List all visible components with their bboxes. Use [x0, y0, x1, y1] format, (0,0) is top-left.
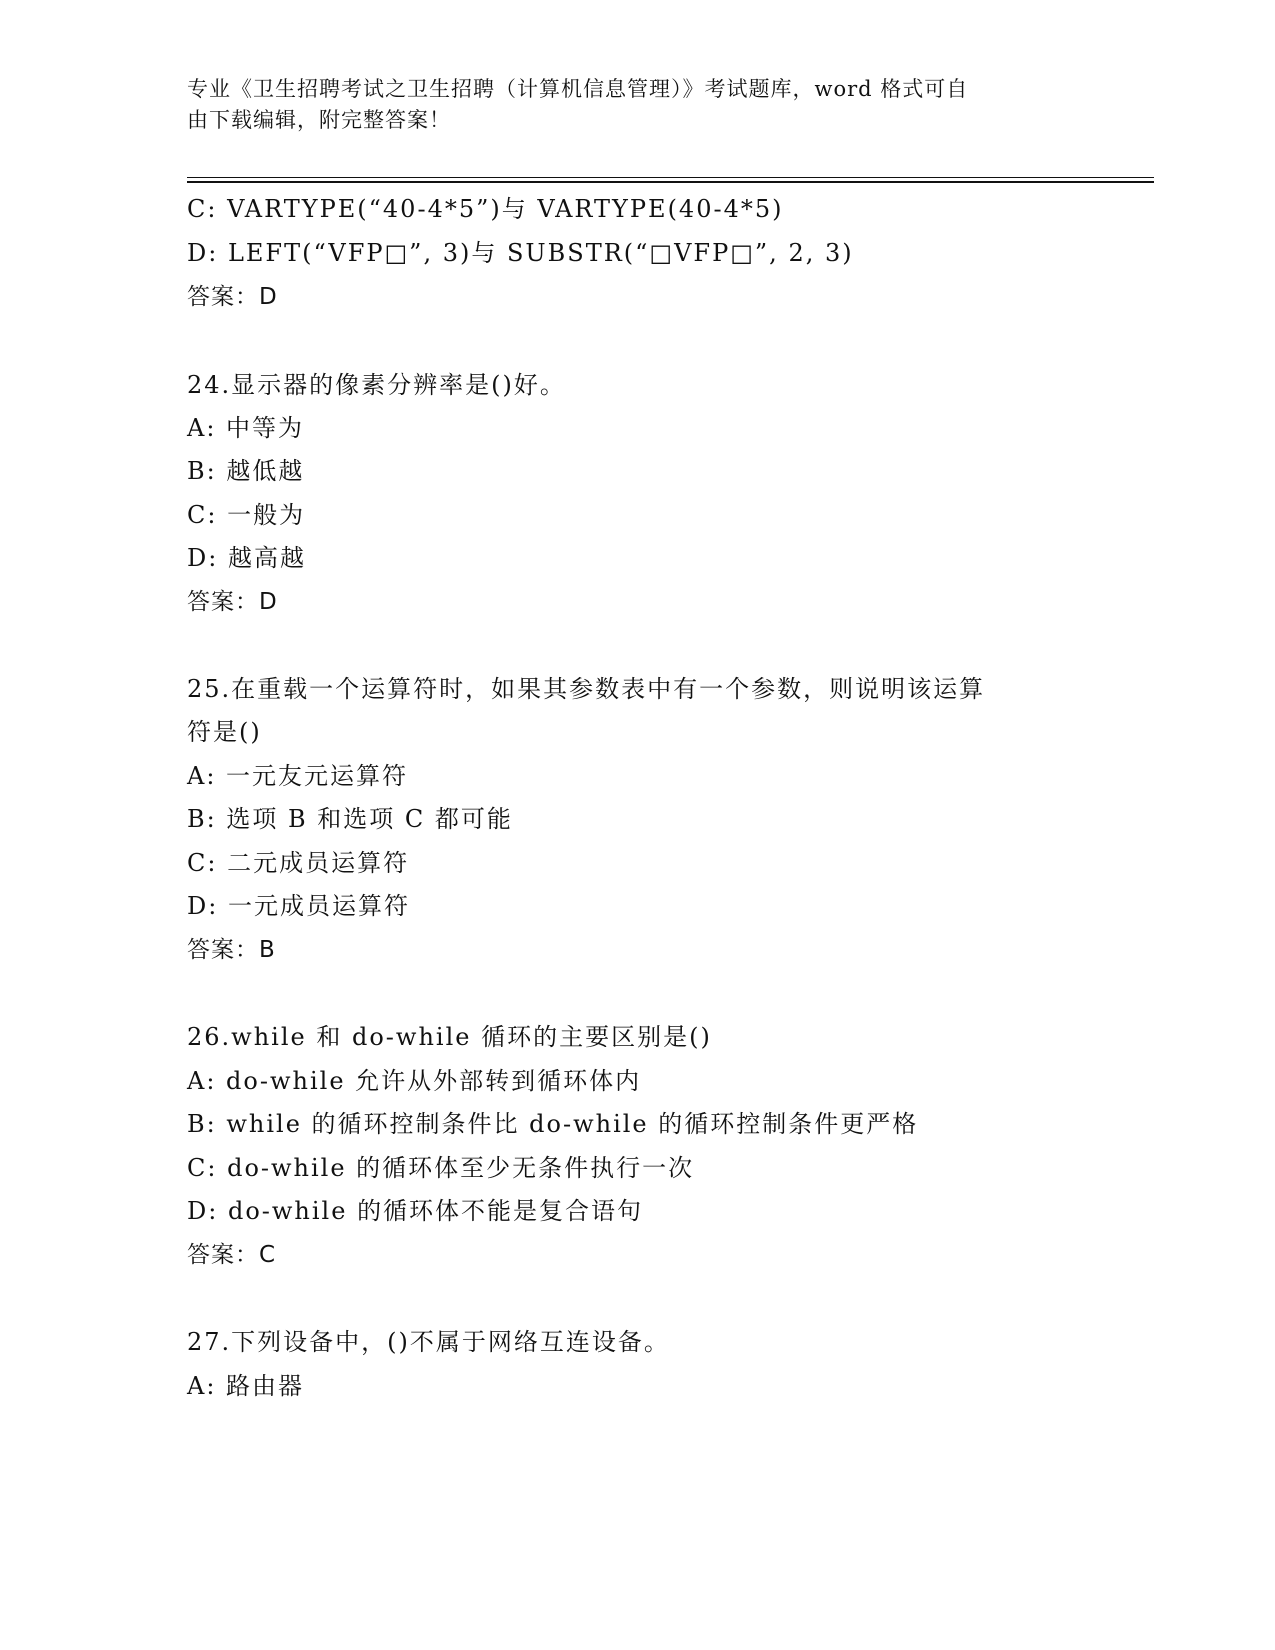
header-divider-thin [187, 177, 1154, 178]
q24-question: 24.显示器的像素分辨率是()好。 [187, 371, 566, 399]
q26-option-a: A: do-while 允许从外部转到循环体内 [187, 1067, 642, 1095]
q24-option-a: A: 中等为 [187, 414, 305, 442]
prev-option-d: D: LEFT(“VFP□”, 3)与 SUBSTR(“□VFP□”, 2, 3) [187, 239, 854, 267]
header-line-1: 专业《卫生招聘考试之卫生招聘（计算机信息管理）》考试题库，word 格式可自 [187, 77, 969, 101]
prev-option-c: C: VARTYPE(“40-4*5”)与 VARTYPE(40-4*5) [187, 195, 784, 223]
document-header [187, 74, 1067, 136]
q27-option-a: A: 路由器 [187, 1372, 305, 1400]
header-divider-thick [187, 181, 1154, 183]
q27-question: 27.下列设备中，()不属于网络互连设备。 [187, 1328, 670, 1356]
q24-option-b: B: 越低越 [187, 457, 305, 485]
q24-option-d: D: 越高越 [187, 544, 306, 572]
q25-question-line-1: 25.在重载一个运算符时，如果其参数表中有一个参数，则说明该运算 [187, 675, 986, 703]
q24-option-c: C: 一般为 [187, 501, 306, 529]
q26-option-c: C: do-while 的循环体至少无条件执行一次 [187, 1154, 695, 1182]
q24-answer: 答案：D [187, 589, 278, 615]
q25-question-line-2: 符是() [187, 718, 262, 746]
header-line-2: 由下载编辑，附完整答案！ [187, 108, 451, 132]
prev-answer: 答案：D [187, 284, 278, 310]
q25-option-a: A: 一元友元运算符 [187, 762, 409, 790]
q26-option-d: D: do-while 的循环体不能是复合语句 [187, 1197, 644, 1225]
q26-question: 26.while 和 do-while 循环的主要区别是() [187, 1023, 712, 1051]
q25-answer: 答案：B [187, 937, 276, 963]
q25-option-d: D: 一元成员运算符 [187, 892, 410, 920]
q25-option-c: C: 二元成员运算符 [187, 849, 410, 877]
q25-option-b: B: 选项 B 和选项 C 都可能 [187, 805, 513, 833]
q26-option-b: B: while 的循环控制条件比 do-while 的循环控制条件更严格 [187, 1110, 919, 1138]
q26-answer: 答案：C [187, 1242, 277, 1268]
